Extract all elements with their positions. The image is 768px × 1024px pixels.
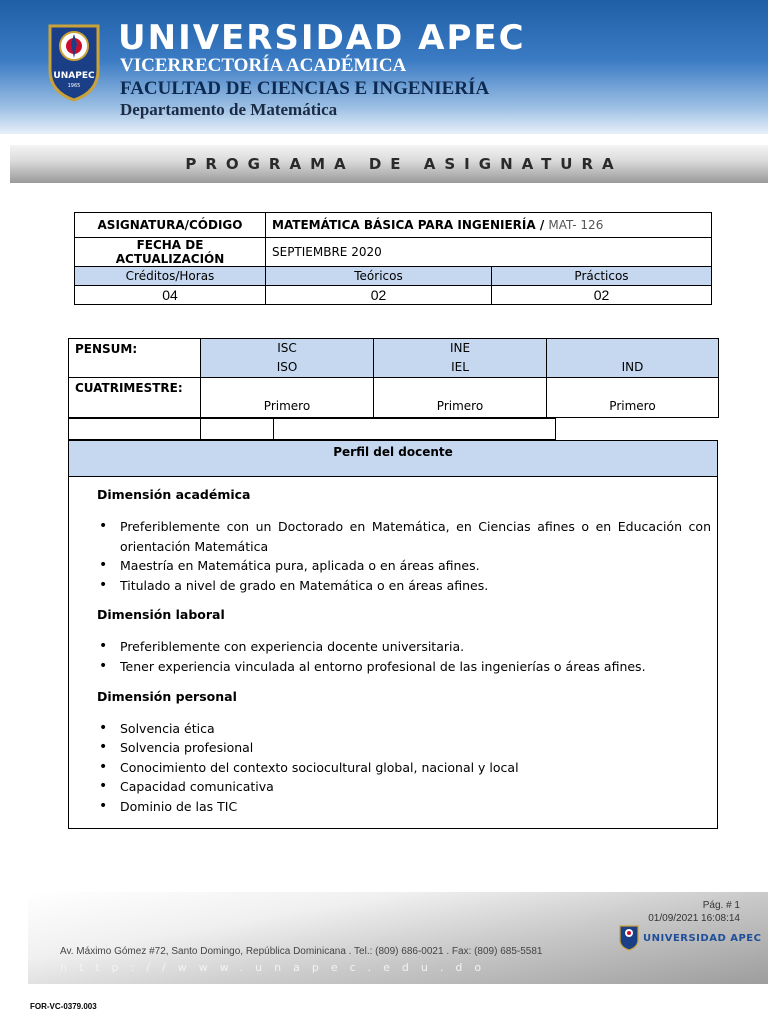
pensum-program: IND [621, 360, 644, 374]
course-info-table [74, 212, 712, 305]
prerrequisitos-cell [273, 418, 556, 440]
cuatrimestre-value: Primero [547, 378, 719, 418]
dimension-title: Dimensión personal [97, 688, 237, 704]
perfil-docente-box [68, 440, 718, 829]
unapec-crest-logo [46, 22, 102, 102]
creditos-value: 04 [75, 286, 266, 305]
list-item: • Capacidad comunicativa [97, 777, 711, 797]
dimension-list [97, 719, 711, 817]
list-item: • Solvencia ética [97, 719, 711, 739]
prerrequisitos-cell [200, 418, 274, 440]
asignatura-value-cell [266, 213, 712, 238]
pensum-label: PENSUM: [69, 339, 201, 378]
table-row [75, 286, 712, 305]
cuatrimestre-label: CUATRIMESTRE: [69, 378, 201, 418]
perfil-title: Perfil del docente [69, 441, 717, 477]
pensum-col-1 [201, 339, 374, 378]
dimension-list [97, 637, 711, 676]
table-row [75, 213, 712, 238]
list-item: • Titulado a nivel de grado en Matemática o en áreas afines. [97, 576, 711, 596]
print-datetime: 01/09/2021 16:08:14 [648, 913, 740, 924]
practicos-header: Prácticos [492, 267, 712, 286]
dimension-list [97, 517, 711, 595]
pensum-program: ISC [277, 341, 297, 355]
table-header-row [75, 267, 712, 286]
pensum-program: INE [449, 341, 471, 355]
table-row [69, 378, 719, 418]
fecha-value: SEPTIEMBRE 2020 [266, 238, 712, 267]
program-band [10, 145, 768, 183]
footer-address: Av. Máximo Gómez #72, Santo Domingo, República Dominicana . Tel.: (809) 686-0021 . Fax: (809) 685-5581 [60, 946, 543, 957]
pensum-col-2 [374, 339, 547, 378]
pensum-program [553, 339, 712, 358]
asignatura-label: ASIGNATURA/CÓDIGO [75, 213, 266, 238]
list-item: • Dominio de las TIC [97, 797, 711, 817]
table-row [69, 339, 719, 378]
faculty-title: FACULTAD DE CIENCIAS E INGENIERÍA [120, 78, 490, 99]
page-header [0, 0, 768, 134]
list-item: • Preferiblemente con un Doctorado en Matemática, en Ciencias afines o en Educación con orientación Matemática [97, 517, 711, 556]
course-code: MAT- 126 [548, 218, 604, 232]
cuatrimestre-value: Primero [201, 378, 374, 418]
footer-logo-text: UNIVERSIDAD APEC [643, 932, 762, 944]
form-code: FOR-VC-0379.003 [30, 1002, 97, 1011]
svg-text:UNAPEC: UNAPEC [53, 71, 95, 81]
footer-url: http://www.unapec.edu.do [60, 961, 494, 974]
list-item: • Conocimiento del contexto sociocultural global, nacional y local [97, 758, 711, 778]
perfil-body [69, 487, 717, 817]
program-title: PROGRAMA DE ASIGNATURA [185, 155, 623, 173]
list-item: • Preferiblemente con experiencia docente universitaria. [97, 637, 711, 657]
university-name: UNIVERSIDAD APEC [118, 18, 526, 58]
dimension-title: Dimensión académica [97, 487, 251, 502]
code-separator: / [539, 218, 545, 232]
teoricos-header: Teóricos [266, 267, 492, 286]
asignatura-value: MATEMÁTICA BÁSICA PARA INGENIERÍA [272, 218, 536, 232]
unapec-small-crest-icon [619, 925, 639, 951]
page-info [648, 899, 740, 925]
creditos-header: Créditos/Horas [75, 267, 266, 286]
list-item: • Maestría en Matemática pura, aplicada o en áreas afines. [97, 556, 711, 576]
list-item: • Solvencia profesional [97, 738, 711, 758]
practicos-value: 02 [492, 286, 712, 305]
vicerrectoria-title: VICERRECTORÍA ACADÉMICA [120, 55, 407, 76]
dimension-title: Dimensión laboral [97, 607, 225, 623]
svg-text:1965: 1965 [67, 83, 81, 89]
pensum-table [68, 338, 719, 418]
pensum-program: ISO [276, 360, 298, 374]
page-number: Pág. # 1 [702, 900, 740, 911]
pensum-program: IEL [451, 360, 469, 374]
department-title: Departamento de Matemática [120, 100, 338, 119]
pensum-col-3 [547, 339, 719, 378]
table-row [75, 238, 712, 267]
fecha-label: FECHA DE ACTUALIZACIÓN [75, 238, 266, 267]
footer-logo [619, 925, 761, 951]
cuatrimestre-value: Primero [374, 378, 547, 418]
teoricos-value: 02 [266, 286, 492, 305]
list-item: • Tener experiencia vinculada al entorno profesional de las ingenierías o áreas afines. [97, 657, 711, 677]
prerrequisitos-label [68, 418, 201, 440]
